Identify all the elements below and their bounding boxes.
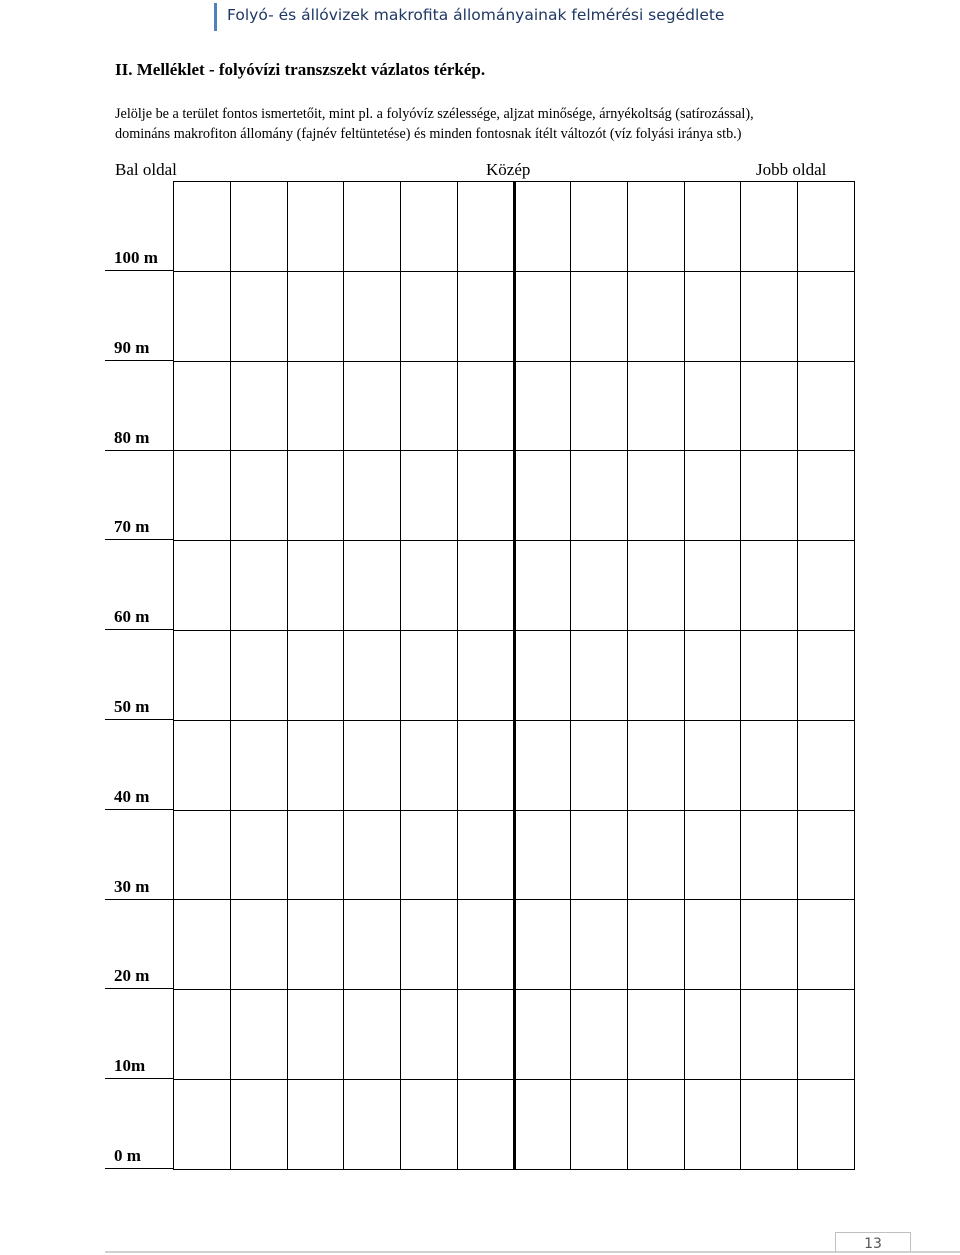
grid-horizontal-line bbox=[173, 630, 855, 631]
row-label-cell bbox=[105, 361, 173, 451]
grid-vertical-line bbox=[343, 181, 344, 1169]
row-label: 30 m bbox=[114, 877, 150, 896]
row-label: 40 m bbox=[114, 787, 150, 806]
instructions-line-2: domináns makrofiton állomány (fajnév feltüntetése) és minden fontosnak ítélt változót (víz folyási iránya stb.) bbox=[115, 126, 742, 142]
grid-horizontal-line bbox=[173, 1169, 855, 1170]
row-label-cell bbox=[105, 989, 173, 1079]
row-label: 80 m bbox=[114, 428, 150, 447]
grid-vertical-line bbox=[797, 181, 798, 1169]
grid-horizontal-line bbox=[173, 361, 855, 362]
header-accent-bar bbox=[214, 3, 217, 31]
grid-vertical-line bbox=[400, 181, 401, 1169]
row-label-cell bbox=[105, 271, 173, 361]
row-label: 70 m bbox=[114, 517, 150, 536]
row-label-cell bbox=[105, 540, 173, 630]
grid-vertical-line bbox=[627, 181, 628, 1169]
grid-horizontal-line bbox=[173, 271, 855, 272]
column-label-right: Jobb oldal bbox=[756, 160, 827, 179]
footer-divider bbox=[105, 1251, 960, 1253]
row-label: 60 m bbox=[114, 607, 150, 626]
grid-horizontal-line bbox=[173, 181, 855, 182]
row-label-cell bbox=[105, 450, 173, 540]
grid-horizontal-line bbox=[173, 1079, 855, 1080]
transect-grid[interactable] bbox=[173, 181, 855, 1169]
column-label-middle: Közép bbox=[486, 160, 531, 179]
grid-horizontal-line bbox=[173, 899, 855, 900]
grid-vertical-line bbox=[457, 181, 458, 1169]
grid-vertical-line bbox=[287, 181, 288, 1169]
row-label: 90 m bbox=[114, 338, 150, 357]
grid-vertical-line bbox=[684, 181, 685, 1169]
grid-horizontal-line bbox=[173, 720, 855, 721]
grid-horizontal-line bbox=[173, 810, 855, 811]
grid-horizontal-line bbox=[173, 450, 855, 451]
instructions bbox=[115, 104, 875, 144]
grid-vertical-line bbox=[173, 181, 174, 1169]
grid-vertical-line bbox=[570, 181, 571, 1169]
row-label: 20 m bbox=[114, 966, 150, 985]
page-number: 13 bbox=[835, 1232, 911, 1252]
grid-vertical-line bbox=[740, 181, 741, 1169]
header-title: Folyó- és állóvizek makrofita állományainak felmérési segédlete bbox=[227, 6, 725, 24]
row-label: 100 m bbox=[114, 248, 158, 267]
section-title: II. Melléklet - folyóvízi transzszekt vázlatos térkép. bbox=[115, 60, 486, 79]
row-label-cell bbox=[105, 899, 173, 989]
grid-vertical-line bbox=[230, 181, 231, 1169]
row-label-cell bbox=[105, 810, 173, 900]
column-label-left: Bal oldal bbox=[115, 160, 177, 179]
row-label: 10m bbox=[114, 1056, 146, 1075]
row-label: 50 m bbox=[114, 697, 150, 716]
grid-horizontal-line bbox=[173, 989, 855, 990]
row-label-cell bbox=[105, 720, 173, 810]
instructions-line-1: Jelölje be a terület fontos ismertetőit, mint pl. a folyóvíz szélessége, aljzat minősége, árnyékoltság (satírozással), bbox=[115, 106, 754, 122]
row-label-cell bbox=[105, 630, 173, 720]
row-label: 0 m bbox=[114, 1146, 141, 1165]
grid-center-line bbox=[513, 181, 516, 1169]
row-label-cell bbox=[105, 181, 173, 271]
grid-horizontal-line bbox=[173, 540, 855, 541]
grid-vertical-line bbox=[854, 181, 855, 1169]
row-label-cell bbox=[105, 1079, 173, 1169]
